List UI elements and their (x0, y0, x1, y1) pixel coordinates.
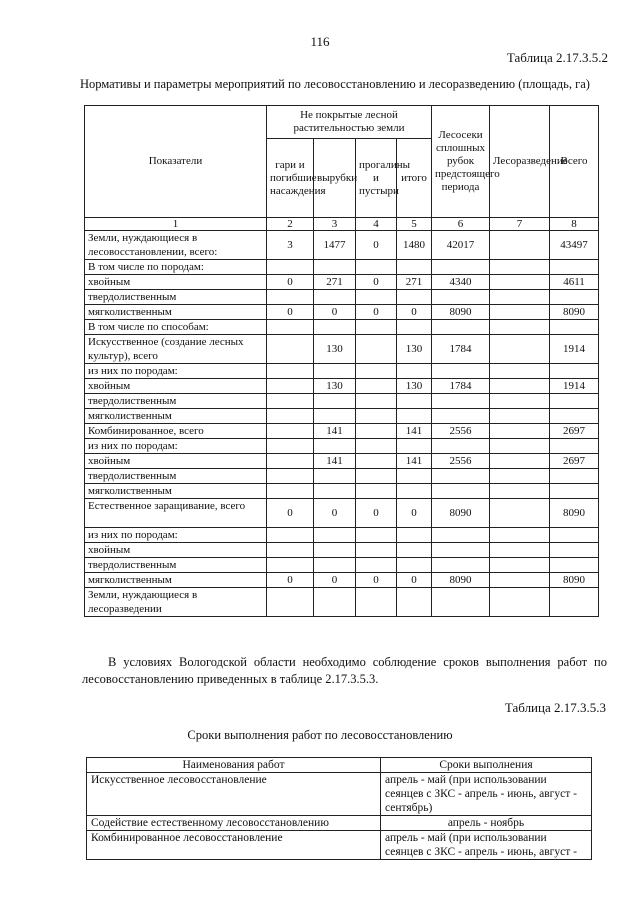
table-cell: 271 (314, 275, 356, 290)
table-cell (314, 469, 356, 484)
row-label: из них по породам: (85, 364, 267, 379)
col-number: 2 (267, 218, 314, 231)
table-cell: 1914 (550, 379, 599, 394)
table-cell: 8090 (550, 499, 599, 528)
work-deadline: апрель - ноябрь (381, 816, 592, 831)
table-cell: 130 (397, 379, 432, 394)
table-cell (397, 320, 432, 335)
header-cuttings: вырубки (314, 139, 356, 218)
row-label: хвойным (85, 275, 267, 290)
table-cell (490, 588, 550, 617)
table-cell: 1914 (550, 335, 599, 364)
table-cell (550, 484, 599, 499)
table-cell (356, 290, 397, 305)
table-cell (397, 394, 432, 409)
row-label: Комбинированное, всего (85, 424, 267, 439)
table-cell (356, 260, 397, 275)
table-cell (550, 588, 599, 617)
table-cell: 0 (314, 305, 356, 320)
table-row (85, 439, 599, 454)
row-label: мягколиственным (85, 305, 267, 320)
table-cell (356, 484, 397, 499)
table-cell: 0 (267, 305, 314, 320)
table-cell (490, 484, 550, 499)
table-cell (490, 499, 550, 528)
table-cell (267, 260, 314, 275)
table-cell: 0 (356, 231, 397, 260)
table-cell (356, 454, 397, 469)
header-burnt-dead-stands: гари и погибшие насаждения (267, 139, 314, 218)
table-cell (490, 364, 550, 379)
table-row (85, 543, 599, 558)
table-cell (356, 409, 397, 424)
table-row (87, 816, 592, 831)
table-cell: 8090 (432, 305, 490, 320)
table-cell: 1480 (397, 231, 432, 260)
table-row (85, 499, 599, 528)
table-cell: 271 (397, 275, 432, 290)
table-cell (550, 364, 599, 379)
table-cell: 0 (267, 573, 314, 588)
table-cell (397, 528, 432, 543)
table-cell (550, 558, 599, 573)
col-number: 1 (85, 218, 267, 231)
table-cell: 43497 (550, 231, 599, 260)
table-cell: 141 (314, 454, 356, 469)
table-cell (490, 335, 550, 364)
table-cell: 0 (314, 573, 356, 588)
table-cell (267, 469, 314, 484)
table-row (85, 484, 599, 499)
table-cell: 2697 (550, 424, 599, 439)
table-cell (314, 558, 356, 573)
table-cell: 1784 (432, 335, 490, 364)
row-label: хвойным (85, 379, 267, 394)
table-cell: 130 (314, 379, 356, 394)
table-cell (490, 528, 550, 543)
table-row (85, 364, 599, 379)
table-cell: 130 (397, 335, 432, 364)
table-cell (356, 588, 397, 617)
table-cell: 141 (314, 424, 356, 439)
table-cell (314, 290, 356, 305)
header-deadlines: Сроки выполнения (381, 758, 592, 773)
table-cell (314, 484, 356, 499)
row-label: В том числе по способам: (85, 320, 267, 335)
table-cell (432, 290, 490, 305)
row-label: Искусственное (создание лесных культур), всего (85, 335, 267, 364)
table-row (85, 320, 599, 335)
table-row (87, 831, 592, 860)
table-cell (356, 394, 397, 409)
table-row (85, 469, 599, 484)
table-cell (356, 364, 397, 379)
table-cell: 4340 (432, 275, 490, 290)
table-row (85, 290, 599, 305)
table-cell: 2556 (432, 424, 490, 439)
row-label: В том числе по породам: (85, 260, 267, 275)
table-row (85, 409, 599, 424)
col-number: 7 (490, 218, 550, 231)
table-cell (550, 290, 599, 305)
row-label: мягколиственным (85, 484, 267, 499)
table-cell (432, 528, 490, 543)
table-cell (397, 260, 432, 275)
table-row (85, 379, 599, 394)
table-cell (356, 379, 397, 394)
table-cell (432, 558, 490, 573)
col-number: 3 (314, 218, 356, 231)
table-row (85, 558, 599, 573)
table-row (85, 260, 599, 275)
table-cell: 3 (267, 231, 314, 260)
table-cell (397, 290, 432, 305)
row-label: мягколиственным (85, 573, 267, 588)
col-number: 8 (550, 218, 599, 231)
table-cell (356, 528, 397, 543)
table-cell (267, 409, 314, 424)
table-cell (490, 260, 550, 275)
work-name: Комбинированное лесовосстановление (87, 831, 381, 860)
table-cell (550, 394, 599, 409)
table-cell (432, 588, 490, 617)
table-cell (314, 588, 356, 617)
table-cell (432, 409, 490, 424)
table-cell (267, 394, 314, 409)
table-cell (432, 439, 490, 454)
row-label: твердолиственным (85, 558, 267, 573)
table-cell (432, 394, 490, 409)
table-cell: 2697 (550, 454, 599, 469)
table-cell (550, 320, 599, 335)
table-cell (432, 469, 490, 484)
table-cell (550, 409, 599, 424)
table-cell (397, 439, 432, 454)
col-number: 6 (432, 218, 490, 231)
table-cell (397, 543, 432, 558)
forest-restoration-table (84, 105, 599, 617)
table-cell (397, 588, 432, 617)
table-cell (432, 320, 490, 335)
header-indicators: Показатели (85, 106, 267, 218)
table-cell: 0 (267, 499, 314, 528)
table-cell (267, 588, 314, 617)
table-cell: 0 (267, 275, 314, 290)
table-cell (490, 454, 550, 469)
table-cell (267, 528, 314, 543)
table-cell (267, 439, 314, 454)
table-row (85, 573, 599, 588)
table-cell: 0 (397, 499, 432, 528)
table-cell (490, 231, 550, 260)
table-cell (490, 543, 550, 558)
row-label: твердолиственным (85, 469, 267, 484)
table-cell (356, 320, 397, 335)
table-cell (397, 484, 432, 499)
table-row (85, 275, 599, 290)
table-cell: 4611 (550, 275, 599, 290)
table-cell (267, 424, 314, 439)
table-cell (314, 364, 356, 379)
table-cell (267, 364, 314, 379)
table-cell (314, 543, 356, 558)
table-cell (432, 260, 490, 275)
table-cell: 8090 (432, 573, 490, 588)
table-cell (490, 290, 550, 305)
table-cell (267, 335, 314, 364)
table-cell (490, 320, 550, 335)
row-label: твердолиственным (85, 290, 267, 305)
row-label: хвойным (85, 543, 267, 558)
table-cell: 141 (397, 424, 432, 439)
table-cell (550, 469, 599, 484)
table-cell: 8090 (432, 499, 490, 528)
table-cell: 8090 (550, 305, 599, 320)
table-cell (267, 454, 314, 469)
table-cell: 130 (314, 335, 356, 364)
table-cell (267, 484, 314, 499)
table-cell (397, 469, 432, 484)
table-cell: 1477 (314, 231, 356, 260)
table-cell: 0 (314, 499, 356, 528)
work-schedule-table (86, 757, 592, 860)
table-cell (356, 424, 397, 439)
header-subtotal: итого (397, 139, 432, 218)
table-cell (314, 320, 356, 335)
body-paragraph (82, 654, 607, 688)
table-cell (267, 379, 314, 394)
table-cell: 141 (397, 454, 432, 469)
table-cell (356, 335, 397, 364)
table-cell (314, 409, 356, 424)
table-row (85, 588, 599, 617)
table-cell: 42017 (432, 231, 490, 260)
table-cell: 0 (356, 275, 397, 290)
table-cell (550, 543, 599, 558)
table-1-title: Нормативы и параметры мероприятий по лесовосстановлению и лесоразведению (площадь, га) (80, 77, 590, 91)
table-cell (397, 364, 432, 379)
col-number: 4 (356, 218, 397, 231)
table-row (85, 394, 599, 409)
table-cell (490, 305, 550, 320)
table-row (85, 528, 599, 543)
table-cell (314, 439, 356, 454)
table-cell (490, 275, 550, 290)
table-cell (397, 409, 432, 424)
table-cell: 0 (356, 305, 397, 320)
page-number: 116 (310, 34, 330, 49)
paragraph-text: В условиях Вологодской области необходимо соблюдение сроков выполнения работ по лесовосстановлению приведенных в таблице 2.17.3.5.3. (82, 655, 607, 686)
table-cell (490, 558, 550, 573)
table-cell (490, 469, 550, 484)
row-label: хвойным (85, 454, 267, 469)
table-row (85, 231, 599, 260)
header-work-names: Наименования работ (87, 758, 381, 773)
table-cell: 1784 (432, 379, 490, 394)
work-name: Искусственное лесовосстановление (87, 773, 381, 816)
table-cell (356, 439, 397, 454)
table-cell (356, 469, 397, 484)
table-cell (490, 379, 550, 394)
row-label: из них по породам: (85, 528, 267, 543)
col-number: 5 (397, 218, 432, 231)
table-row (85, 454, 599, 469)
header-clearcut-areas: Лесосеки сплошных рубок предстоящего периода (432, 106, 490, 218)
table-row (85, 424, 599, 439)
table-cell (550, 260, 599, 275)
table-cell (267, 320, 314, 335)
row-label: Естественное заращивание, всего (85, 499, 267, 528)
table-cell (550, 528, 599, 543)
row-label: из них по породам: (85, 439, 267, 454)
table-cell (432, 484, 490, 499)
table-cell (397, 558, 432, 573)
row-label: Земли, нуждающиеся в лесовосстановлении, всего: (85, 231, 267, 260)
table-row (87, 773, 592, 816)
row-label: Земли, нуждающиеся в лесоразведении (85, 588, 267, 617)
table-cell: 8090 (550, 573, 599, 588)
table-2-label: Таблица 2.17.3.5.3 (504, 700, 606, 715)
table-cell (267, 290, 314, 305)
table-row (85, 335, 599, 364)
table-cell (356, 558, 397, 573)
table-cell (267, 558, 314, 573)
header-afforestation: Лесоразведение (490, 106, 550, 218)
table-cell (490, 439, 550, 454)
table-cell (490, 409, 550, 424)
table-cell: 2556 (432, 454, 490, 469)
row-label: мягколиственным (85, 409, 267, 424)
work-name: Содействие естественному лесовосстановлению (87, 816, 381, 831)
table-row (85, 305, 599, 320)
table-cell (490, 573, 550, 588)
table-cell (432, 364, 490, 379)
table-1-label: Таблица 2.17.3.5.2 (506, 50, 608, 65)
table-cell: 0 (356, 573, 397, 588)
table-cell (490, 424, 550, 439)
table-2-title: Сроки выполнения работ по лесовосстановлению (187, 728, 453, 742)
table-cell (432, 543, 490, 558)
table-cell (356, 543, 397, 558)
table-cell (314, 528, 356, 543)
work-deadline: апрель - май (при использовании сеянцев с ЗКС - апрель - июнь, август - сентябрь) (381, 773, 592, 816)
table-cell (314, 394, 356, 409)
table-cell (550, 439, 599, 454)
row-label: твердолиственным (85, 394, 267, 409)
header-glades-wastelands: прогалины и пустыри (356, 139, 397, 218)
header-total: Всего (550, 106, 599, 218)
work-deadline: апрель - май (при использовании сеянцев с ЗКС - апрель - июнь, август - (381, 831, 592, 860)
table-cell (490, 394, 550, 409)
header-unforested-lands: Не покрытые лесной растительностью земли (267, 106, 432, 139)
table-cell: 0 (397, 305, 432, 320)
table-cell (267, 543, 314, 558)
table-cell: 0 (356, 499, 397, 528)
table-cell: 0 (397, 573, 432, 588)
table-cell (314, 260, 356, 275)
